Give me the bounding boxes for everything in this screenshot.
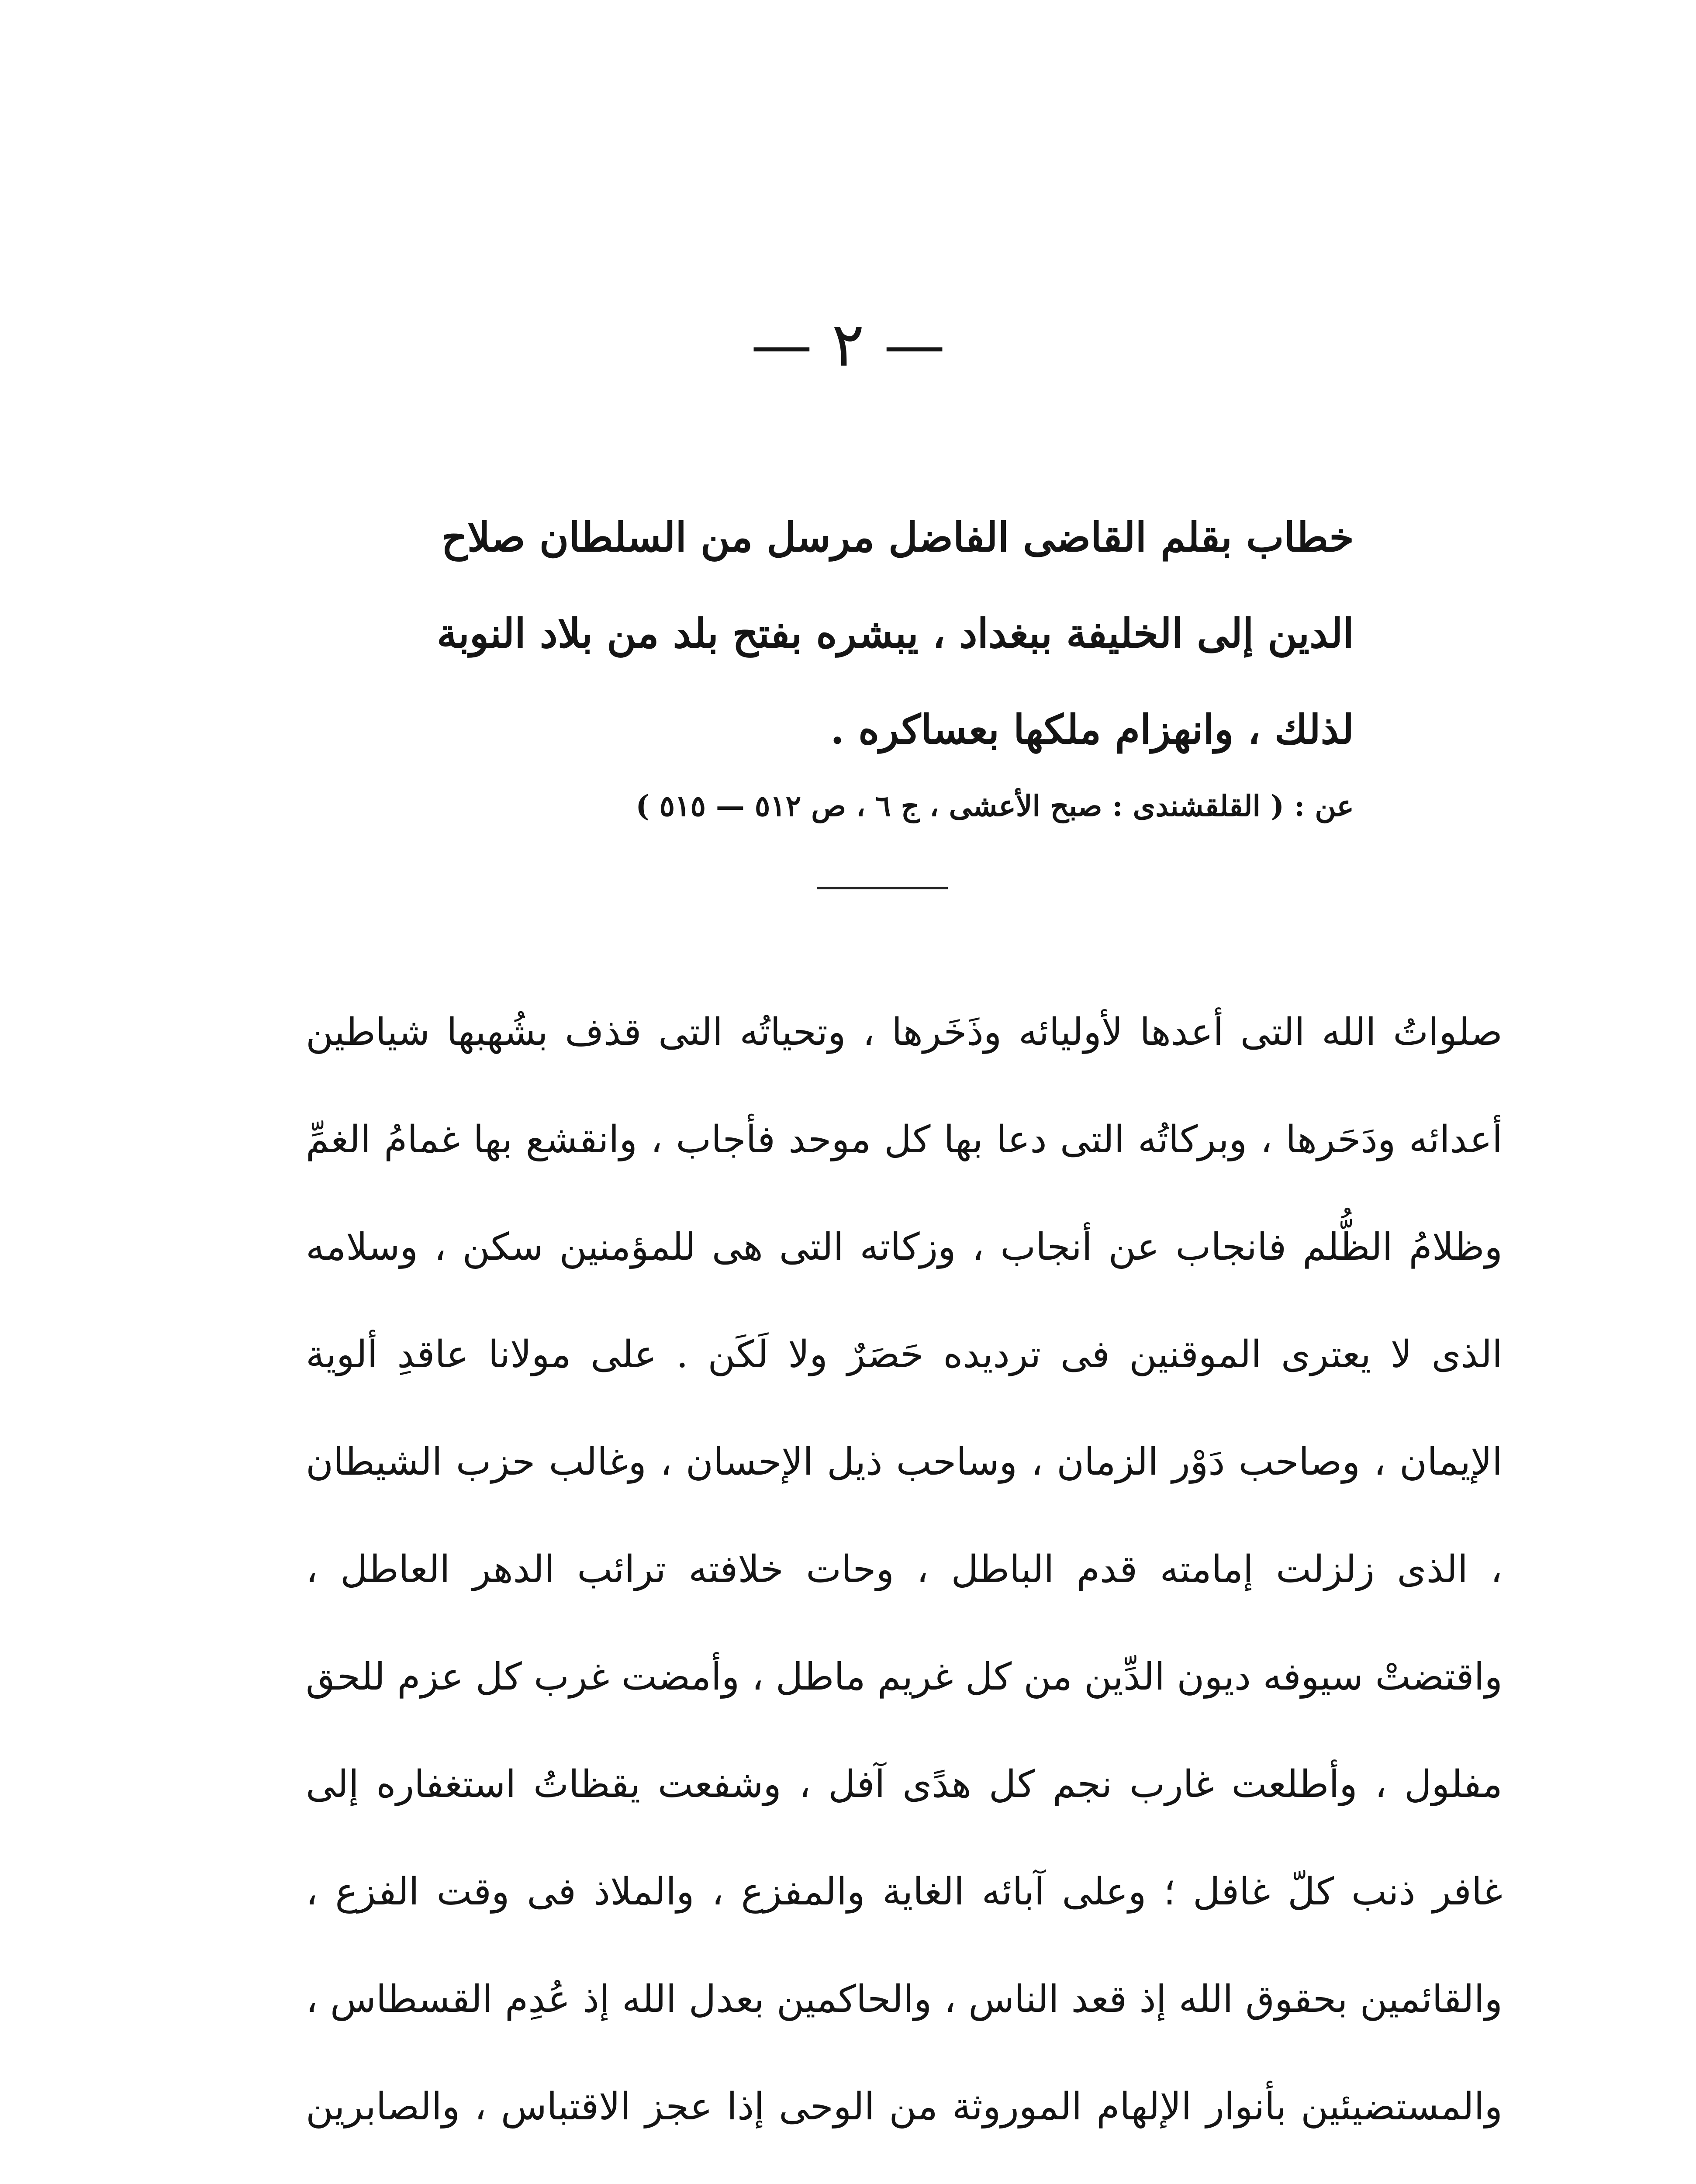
document-heading: خطاب بقلم القاضى الفاضل مرسل من السلطان صلاح الدين إلى الخليفة ببغداد ، يبشره بفتح بلد من بلاد النوبة لذلك ، وانهزام ملكها بعساكره . [436, 514, 1354, 753]
heading-divider [817, 887, 948, 889]
body-paragraph [306, 978, 1503, 2184]
source-citation: عن : ( القلقشندى : صبح الأعشى ، ج ٦ ، ص ٥١٢ — ٥١٥ ) [636, 789, 1354, 823]
page-number: — ٢ — [751, 309, 945, 380]
body-main-text: صلواتُ الله التى أعدها لأوليائه وذَخَرها ، وتحياتُه التى قذف بشُهبها شياطين أعدائه ودَحَرها ، وبركاتُه التى دعا بها كل موحد فأجاب ، وانقشع بها غمامُ الغمِّ وظلامُ الظُّلم فانجاب عن أنجاب ، وزكاته التى هى للمؤمنين سكن ، وسلامه الذى لا يعترى الموقنين فى ترديده حَصَرٌ ولا لَكَن . على مولانا عاقدِ ألوية الإيمان ، وصاحب دَوْر الزمان ، وساحب ذيل الإحسان ، وغالب حزب الشيطان ، الذى زلزلت إمامته قدم الباطل ، وحات خلافته ترائب الدهر العاطل ، واقتضتْ سيوفه ديون الدِّين من كل غريم ماطل ، وأمضت غرب كل عزم للحق مفلول ، وأطلعت غارب نجم كل هدًى آفل ، وشفعت يقظاتُ استغفاره إلى غافر ذنب كلّ غافل ؛ وعلى آبائه الغاية والمفزع ، والملاذ فى وقت الفزع ، والقائمين بحقوق الله إذ قعد الناس ، والحاكمين بعدل الله إذ عُدِم القسطاس ، والمستضيئين بأنوار الإلهام الموروثة من الوحى إذا عجز الاقتباس ، والصابرين [306, 1010, 1503, 2129]
